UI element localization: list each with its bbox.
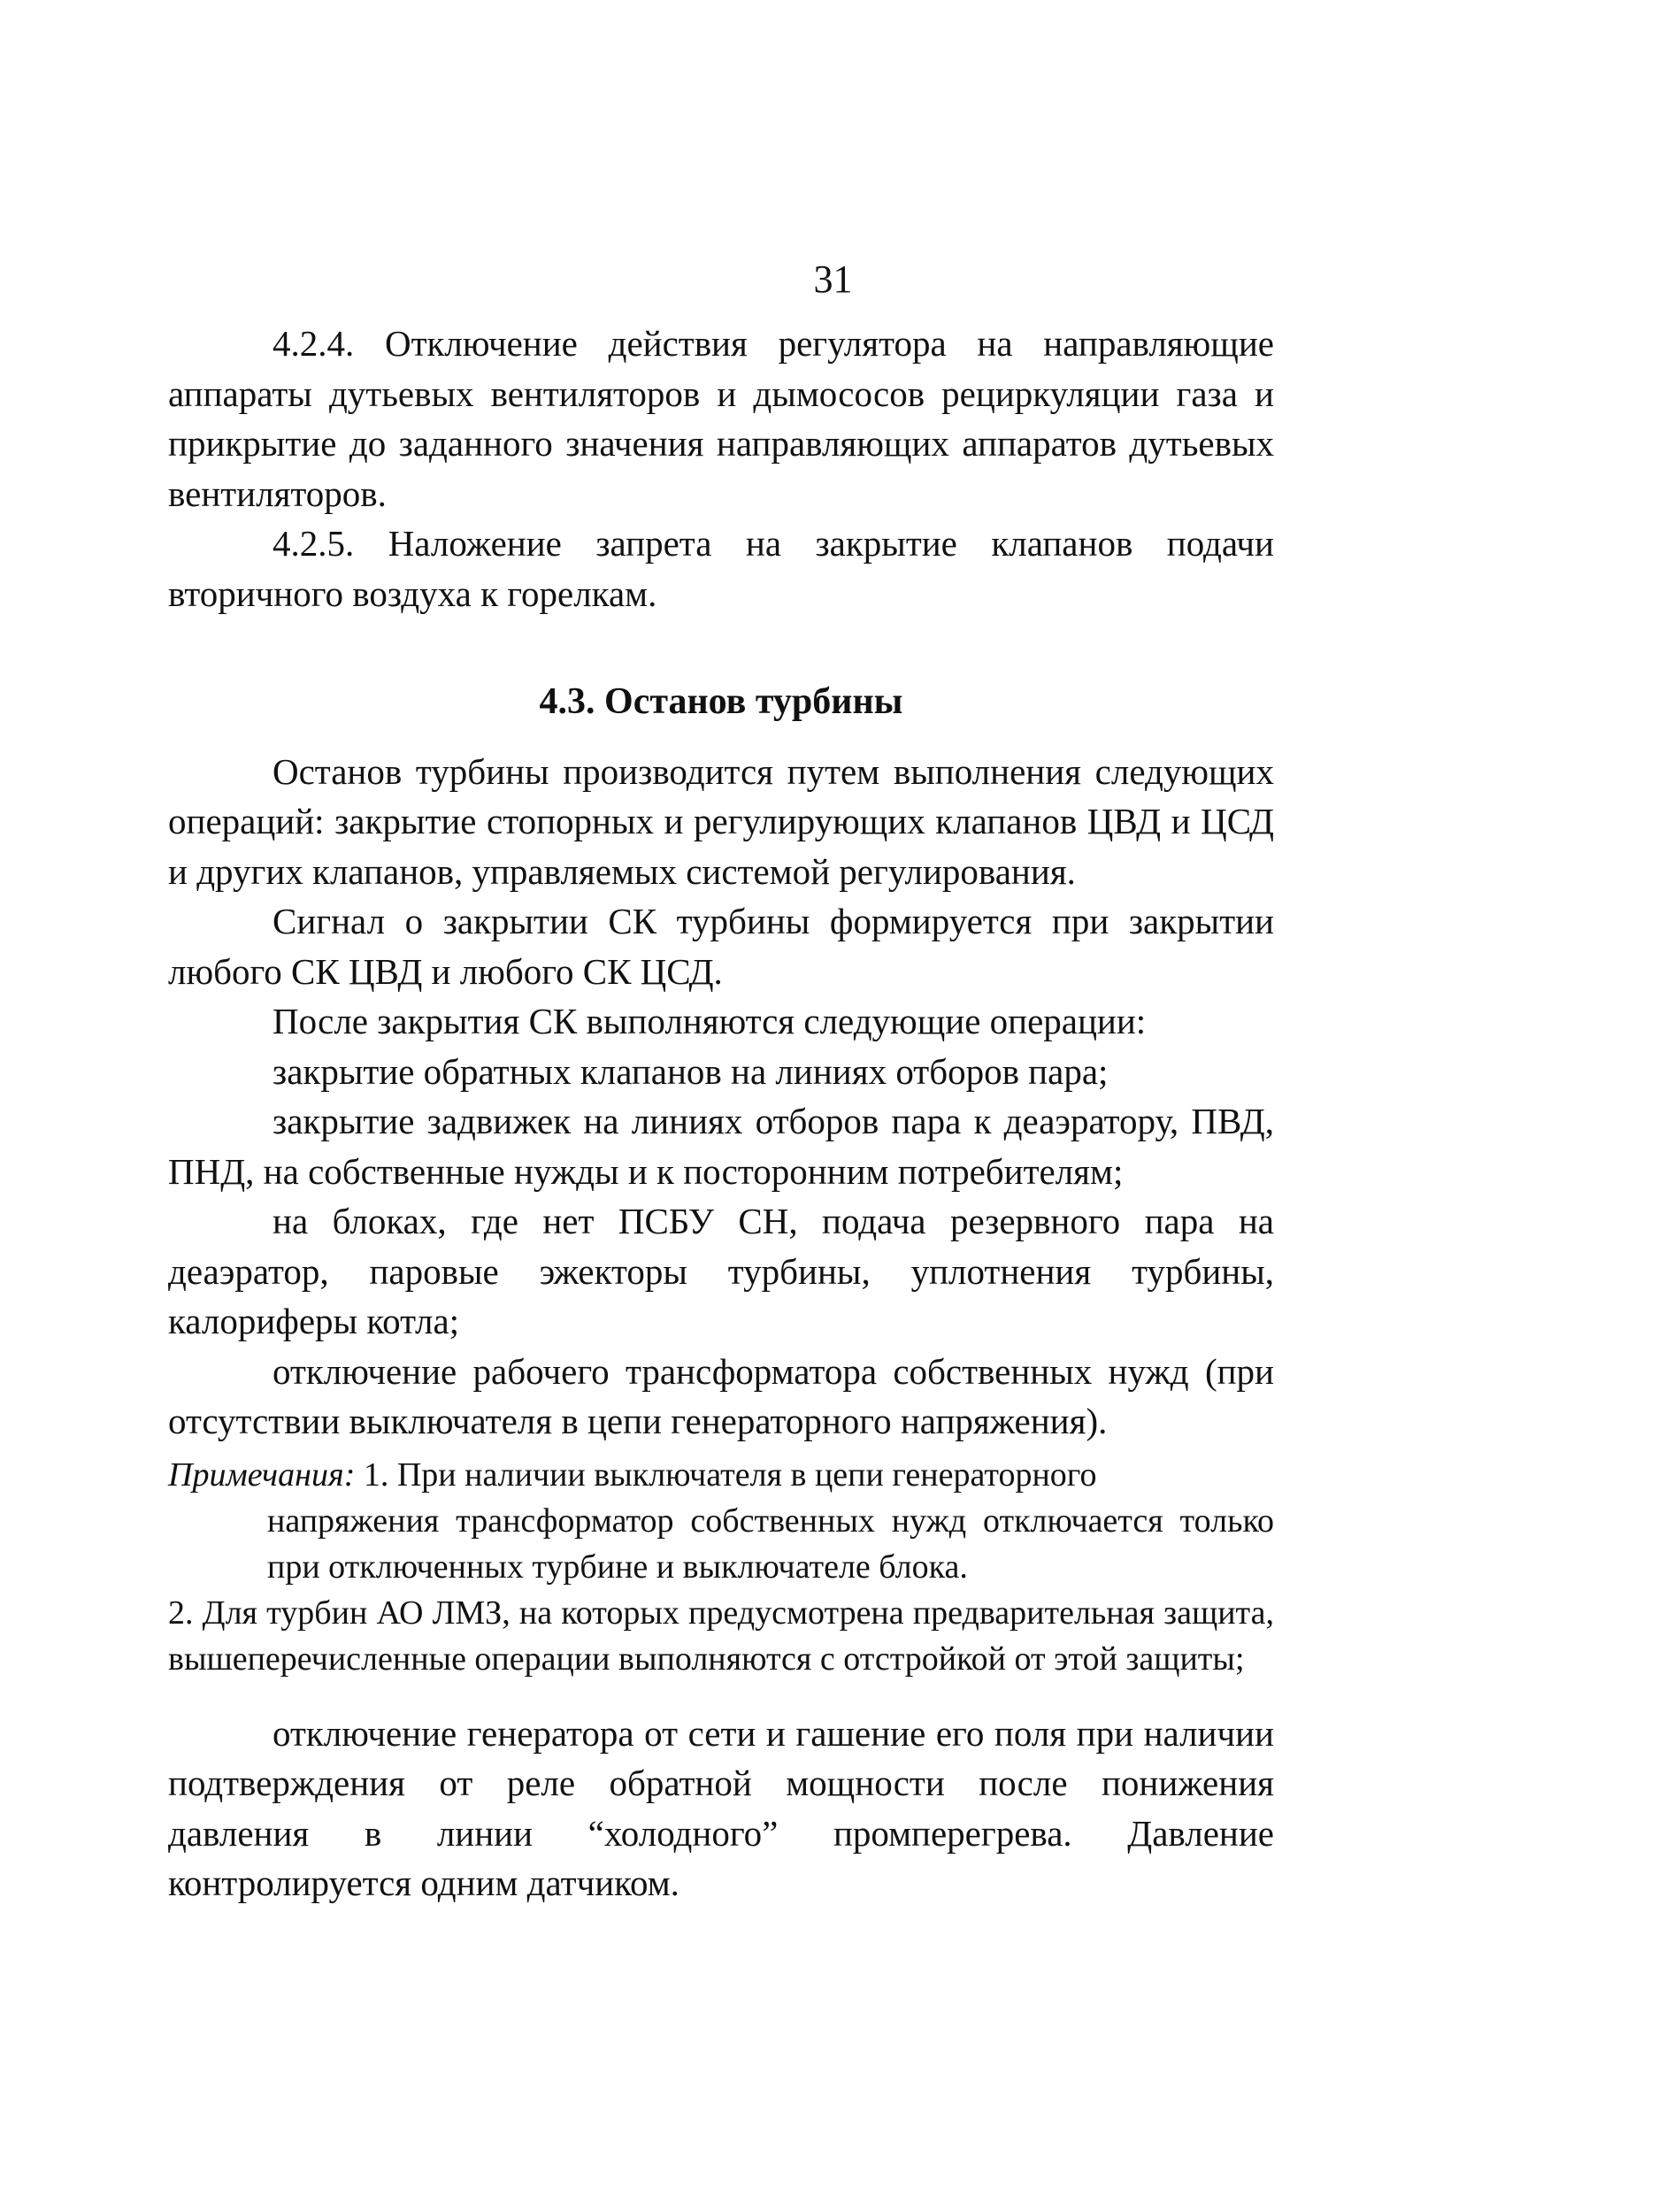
operation-item: закрытие задвижек на линиях отборов пара к деаэратору, ПВД, ПНД, на собственные нужды и к посторонним потребителям; [168,1101,1274,1192]
page-number: 31 [813,257,853,301]
section-title: 4.3. Останов турбины [539,681,903,722]
operation-item: отключение рабочего трансформатора собственных нужд (при отсутствии выключателя в цепи генераторного напряжения). [168,1350,1274,1441]
notes-label: Примечания: [168,1455,356,1494]
note-1 [168,1452,1274,1590]
paragraph-4-2-5: 4.2.5. Наложение запрета на закрытие клапанов подачи вторичного воздуха к горелкам. [168,523,1274,614]
paragraph-intro: Останов турбины производится путем выполнения следующих операций: закрытие стопорных и регулирующих клапанов ЦВД и ЦСД и других клапанов, управляемых системой регулирования. [168,750,1274,892]
note-1-continuation: напряжения трансформатор собственных нужд отключается только при отключенных турбине и выключателе блока. [267,1502,1274,1586]
paragraph-after-closing: После закрытия СК выполняются следующие операции: [273,1001,1147,1041]
document-body [168,319,1274,1909]
notes-block [168,1452,1274,1682]
operation-item: на блоках, где нет ПСБУ СН, подача резервного пара на деаэратор, паровые эжекторы турбины, уплотнения турбины, калориферы котла; [168,1201,1274,1341]
note-1-first-line: 1. При наличии выключателя в цепи генераторного [363,1455,1097,1494]
note-2: 2. Для турбин АО ЛМЗ, на которых предусмотрена предварительная защита, вышеперечисленные операции выполняются с отстройкой от этой защиты; [168,1594,1274,1678]
paragraph-4-2-4: 4.2.4. Отключение действия регулятора на направляющие аппараты дутьевых вентиляторов и дымососов рециркуляции газа и прикрытие до заданного значения направляющих аппаратов дутьевых вентиляторов. [168,323,1274,514]
paragraph-final: отключение генератора от сети и гашение его поля при наличии подтверждения от реле обратной мощности после понижения давления в линии “холодного” промперегрева. Давление контролируется одним датчиком. [168,1712,1274,1903]
paragraph-signal: Сигнал о закрытии СК турбины формируется при закрытии любого СК ЦВД и любого СК ЦСД. [168,901,1274,992]
operation-item: закрытие обратных клапанов на линиях отборов пара; [273,1050,1109,1092]
